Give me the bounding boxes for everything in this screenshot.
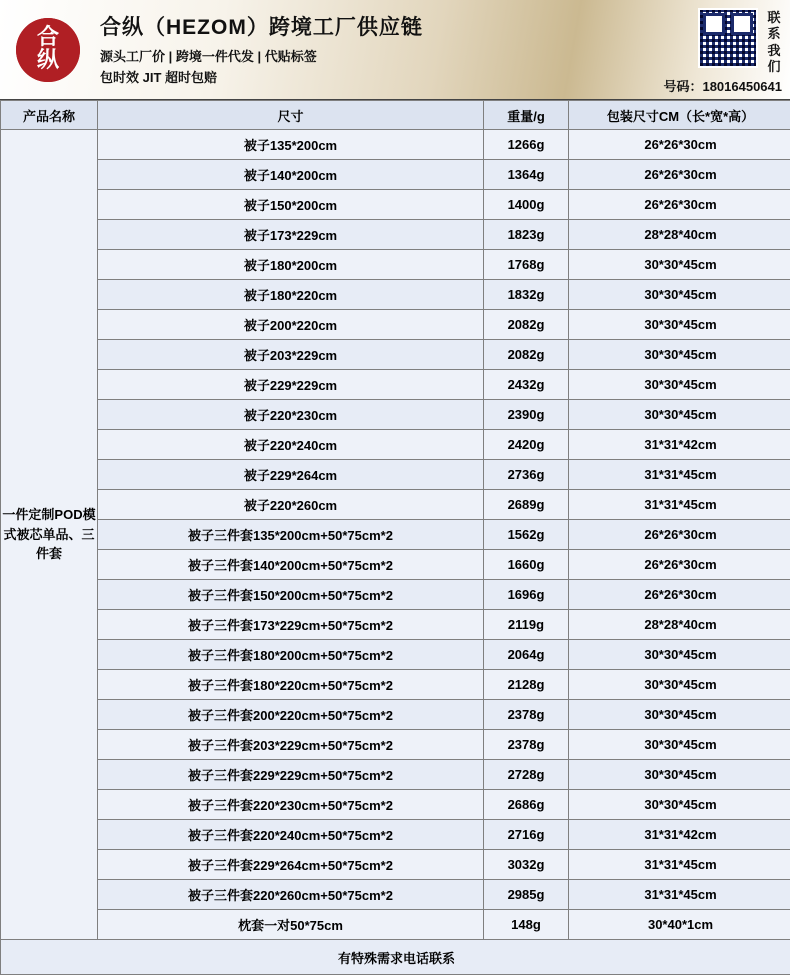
cell-package-size: 26*26*30cm: [569, 160, 790, 190]
cell-weight: 148g: [484, 910, 569, 940]
column-header-size: 尺寸: [98, 101, 484, 130]
cell-size: 被子三件套200*220cm+50*75cm*2: [98, 700, 484, 730]
cell-weight: 2420g: [484, 430, 569, 460]
cell-size: 被子203*229cm: [98, 340, 484, 370]
product-name-cell: 一件定制POD模式被芯单品、三件套: [1, 130, 98, 940]
cell-size: 被子229*229cm: [98, 370, 484, 400]
cell-package-size: 30*30*45cm: [569, 670, 790, 700]
cell-size: 被子220*230cm: [98, 400, 484, 430]
cell-package-size: 31*31*45cm: [569, 880, 790, 910]
table-row: [1, 610, 790, 640]
table-row: [1, 430, 790, 460]
cell-weight: 2128g: [484, 670, 569, 700]
cell-size: 被子三件套229*229cm+50*75cm*2: [98, 760, 484, 790]
cell-size: 被子三件套220*260cm+50*75cm*2: [98, 880, 484, 910]
table-row: [1, 730, 790, 760]
cell-weight: 1660g: [484, 550, 569, 580]
table-row: [1, 160, 790, 190]
cell-size: 被子150*200cm: [98, 190, 484, 220]
cell-size: 被子173*229cm: [98, 220, 484, 250]
cell-weight: 2390g: [484, 400, 569, 430]
cell-weight: 2728g: [484, 760, 569, 790]
cell-package-size: 30*30*45cm: [569, 760, 790, 790]
cell-size: 被子135*200cm: [98, 130, 484, 160]
cell-weight: 1823g: [484, 220, 569, 250]
cell-weight: 2378g: [484, 730, 569, 760]
cell-weight: 1266g: [484, 130, 569, 160]
logo-glyph-bottom: 纵: [37, 50, 59, 72]
table-row: [1, 490, 790, 520]
cell-weight: 3032g: [484, 850, 569, 880]
cell-weight: 1768g: [484, 250, 569, 280]
cell-weight: 1400g: [484, 190, 569, 220]
cell-size: 枕套一对50*75cm: [98, 910, 484, 940]
cell-weight: 2378g: [484, 700, 569, 730]
brand-subtitle-line1: 源头工厂价 | 跨境一件代发 | 代贴标签: [100, 47, 580, 67]
table-row: [1, 760, 790, 790]
cell-size: 被子220*260cm: [98, 490, 484, 520]
spec-table: [0, 100, 790, 975]
cell-size: 被子180*220cm: [98, 280, 484, 310]
cell-weight: 2064g: [484, 640, 569, 670]
table-row: [1, 700, 790, 730]
brand-subtitle-line2: 包时效 JIT 超时包赔: [100, 68, 580, 88]
qr-code-icon: [698, 8, 758, 68]
table-row: [1, 670, 790, 700]
cell-weight: 1364g: [484, 160, 569, 190]
cell-size: 被子229*264cm: [98, 460, 484, 490]
table-row: [1, 280, 790, 310]
table-header: [1, 101, 790, 130]
table-row: [1, 790, 790, 820]
cell-package-size: 30*30*45cm: [569, 340, 790, 370]
table-row: [1, 580, 790, 610]
cell-package-size: 30*30*45cm: [569, 280, 790, 310]
column-header-package: 包装尺寸CM（长*宽*高）: [569, 101, 790, 130]
table-row: [1, 400, 790, 430]
cell-weight: 2716g: [484, 820, 569, 850]
table-row: [1, 190, 790, 220]
footer-note: 有特殊需求电话联系: [1, 940, 790, 975]
cell-package-size: 28*28*40cm: [569, 220, 790, 250]
cell-package-size: 30*30*45cm: [569, 400, 790, 430]
cell-weight: 2082g: [484, 310, 569, 340]
company-logo: [0, 0, 96, 99]
cell-package-size: 30*40*1cm: [569, 910, 790, 940]
cell-package-size: 30*30*45cm: [569, 250, 790, 280]
table-header-row: [1, 101, 790, 130]
cell-weight: 2736g: [484, 460, 569, 490]
logo-glyph-top: 合: [37, 27, 59, 49]
cell-package-size: 26*26*30cm: [569, 520, 790, 550]
cell-size: 被子三件套173*229cm+50*75cm*2: [98, 610, 484, 640]
cell-weight: 1562g: [484, 520, 569, 550]
table-row: [1, 370, 790, 400]
cell-package-size: 31*31*45cm: [569, 850, 790, 880]
phone-number-label: 号码：18016450641: [663, 76, 782, 95]
cell-weight: 2686g: [484, 790, 569, 820]
table-row: [1, 910, 790, 940]
header-contact-block: [580, 0, 790, 99]
table-row: [1, 250, 790, 280]
cell-weight: 2119g: [484, 610, 569, 640]
cell-package-size: 30*30*45cm: [569, 370, 790, 400]
contact-us-label: 联系我们: [766, 8, 782, 75]
cell-package-size: 30*30*45cm: [569, 730, 790, 760]
table-footer-row: [1, 940, 790, 975]
column-header-weight: 重量/g: [484, 101, 569, 130]
table-row: [1, 310, 790, 340]
header-text-block: [96, 0, 580, 99]
logo-seal-icon: [16, 18, 80, 82]
table-row: [1, 550, 790, 580]
cell-package-size: 30*30*45cm: [569, 640, 790, 670]
table-row: [1, 520, 790, 550]
cell-package-size: 30*30*45cm: [569, 790, 790, 820]
cell-weight: 2082g: [484, 340, 569, 370]
cell-package-size: 30*30*45cm: [569, 700, 790, 730]
cell-package-size: 26*26*30cm: [569, 580, 790, 610]
cell-package-size: 31*31*45cm: [569, 460, 790, 490]
brand-title: 合纵（HEZOM）跨境工厂供应链: [100, 11, 580, 41]
cell-size: 被子三件套150*200cm+50*75cm*2: [98, 580, 484, 610]
table-row: [1, 130, 790, 160]
cell-package-size: 31*31*42cm: [569, 820, 790, 850]
cell-size: 被子三件套140*200cm+50*75cm*2: [98, 550, 484, 580]
cell-package-size: 26*26*30cm: [569, 550, 790, 580]
table-row: [1, 880, 790, 910]
cell-size: 被子220*240cm: [98, 430, 484, 460]
table-row: [1, 820, 790, 850]
cell-package-size: 31*31*42cm: [569, 430, 790, 460]
cell-package-size: 30*30*45cm: [569, 310, 790, 340]
cell-package-size: 31*31*45cm: [569, 490, 790, 520]
cell-size: 被子三件套220*240cm+50*75cm*2: [98, 820, 484, 850]
cell-weight: 1832g: [484, 280, 569, 310]
cell-package-size: 26*26*30cm: [569, 130, 790, 160]
column-header-product: 产品名称: [1, 101, 98, 130]
cell-size: 被子200*220cm: [98, 310, 484, 340]
cell-size: 被子三件套180*200cm+50*75cm*2: [98, 640, 484, 670]
table-row: [1, 640, 790, 670]
cell-package-size: 26*26*30cm: [569, 190, 790, 220]
cell-size: 被子三件套229*264cm+50*75cm*2: [98, 850, 484, 880]
table-body: [1, 130, 790, 975]
cell-weight: 1696g: [484, 580, 569, 610]
cell-size: 被子三件套220*230cm+50*75cm*2: [98, 790, 484, 820]
cell-size: 被子140*200cm: [98, 160, 484, 190]
cell-package-size: 28*28*40cm: [569, 610, 790, 640]
table-row: [1, 340, 790, 370]
cell-size: 被子三件套203*229cm+50*75cm*2: [98, 730, 484, 760]
cell-size: 被子三件套180*220cm+50*75cm*2: [98, 670, 484, 700]
cell-weight: 2432g: [484, 370, 569, 400]
cell-size: 被子180*200cm: [98, 250, 484, 280]
table-row: [1, 220, 790, 250]
table-row: [1, 850, 790, 880]
cell-weight: 2985g: [484, 880, 569, 910]
cell-weight: 2689g: [484, 490, 569, 520]
cell-size: 被子三件套135*200cm+50*75cm*2: [98, 520, 484, 550]
table-row: [1, 460, 790, 490]
header-banner: [0, 0, 790, 100]
